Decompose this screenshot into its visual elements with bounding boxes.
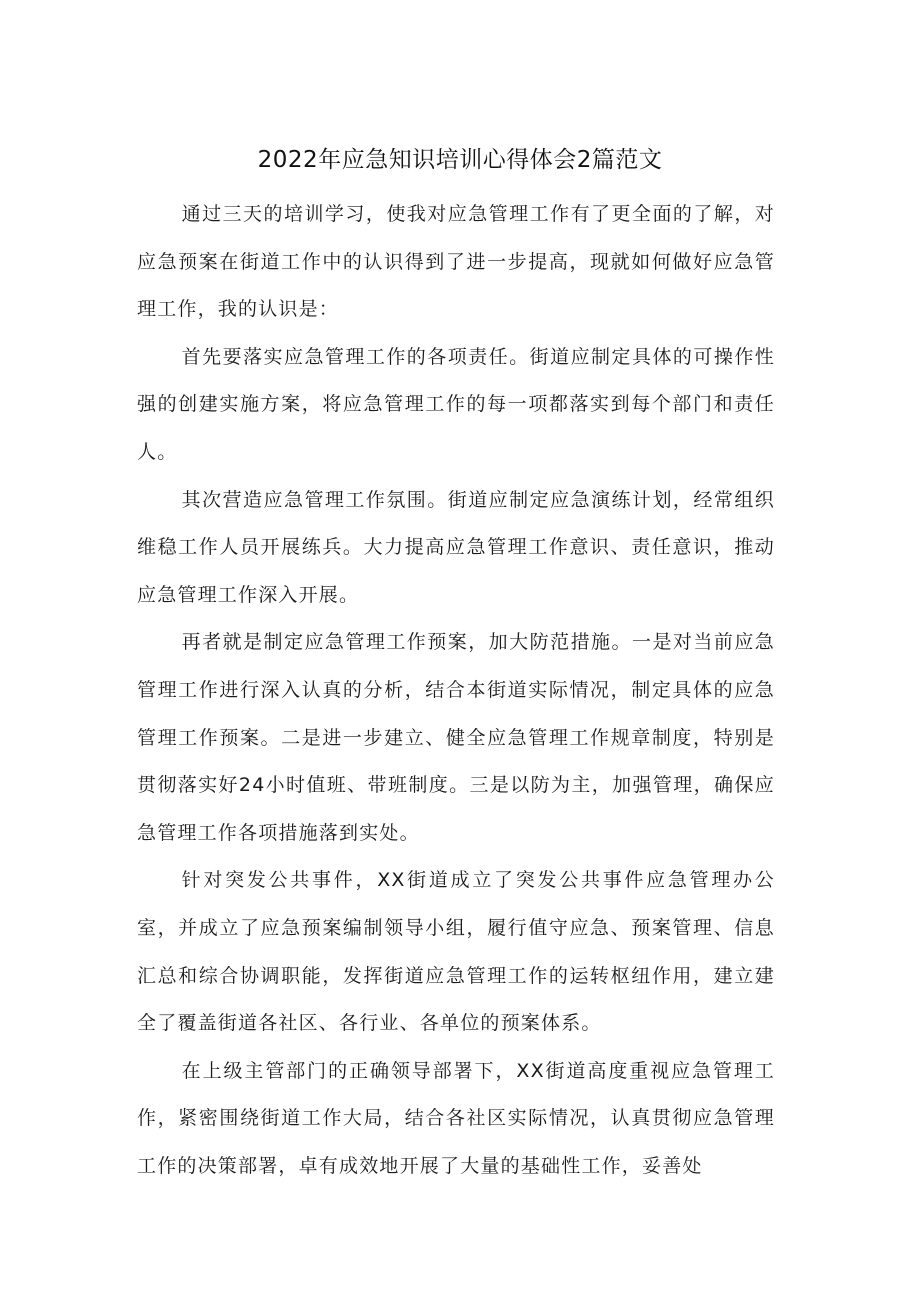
paragraph: 首先要落实应急管理工作的各项责任。街道应制定具体的可操作性强的创建实施方案，将应急管理工作的每一项都落实到每个部门和责任人。 [137,345,775,463]
document-title: 2022年应急知识培训心得体会2篇范文 [257,147,663,173]
paragraph: 在上级主管部门的正确领导部署下，XX街道高度重视应急管理工作，紧密围绕街道工作大局，结合各社区实际情况，认真贯彻应急管理工作的决策部署，卓有成效地开展了大量的基础性工作，妥善处 [137,1059,775,1177]
paragraph: 再者就是制定应急管理工作预案，加大防范措施。一是对当前应急管理工作进行深入认真的分析，结合本街道实际情况，制定具体的应急管理工作预案。二是进一步建立、健全应急管理工作规章制度，特别是贯彻落实好24小时值班、带班制度。三是以防为主，加强管理，确保应急管理工作各项措施落到实处。 [137,631,775,844]
paragraph: 通过三天的培训学习，使我对应急管理工作有了更全面的了解，对应急预案在街道工作中的认识得到了进一步提高，现就如何做好应急管理工作，我的认识是： [137,203,775,321]
paragraph: 其次营造应急管理工作氛围。街道应制定应急演练计划，经常组织维稳工作人员开展练兵。大力提高应急管理工作意识、责任意识，推动应急管理工作深入开展。 [137,488,775,606]
paragraph: 针对突发公共事件，XX街道成立了突发公共事件应急管理办公室，并成立了应急预案编制领导小组，履行值守应急、预案管理、信息汇总和综合协调职能，发挥街道应急管理工作的运转枢纽作用，建立建全了覆盖街道各社区、各行业、各单位的预案体系。 [137,869,775,1035]
document-body [137,191,775,1190]
